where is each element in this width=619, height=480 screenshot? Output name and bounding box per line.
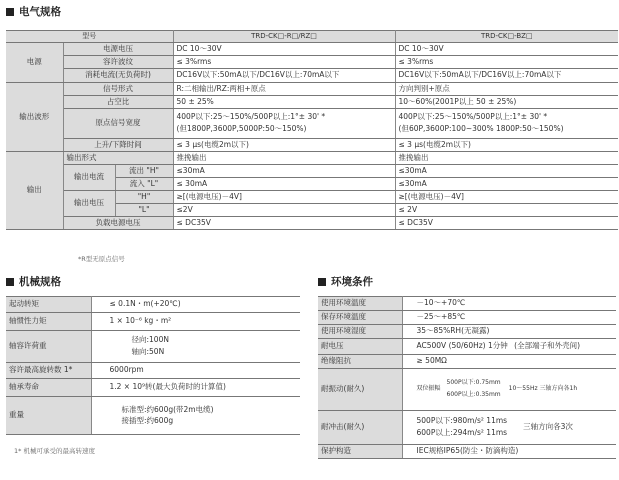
- row-value: IEC规格IP65(防尘・防滴构造): [402, 445, 616, 459]
- value-line: 标准型:约600g(带2m电缆): [121, 404, 214, 414]
- table-row: [6, 152, 618, 165]
- value-lead: 双位振幅: [416, 385, 441, 393]
- value-line: 轴向:50N: [131, 347, 165, 356]
- table-row: [6, 363, 300, 379]
- row-value: ≤30mA: [395, 178, 618, 191]
- table-row: [6, 109, 618, 139]
- table-row: [6, 217, 618, 230]
- row-value: DC16V以下:50mA以下/DC16V以上:70mA以下: [395, 69, 618, 83]
- value-line: (但60P,3600P:100~300% 1800P:50～150%): [398, 124, 564, 133]
- row-value: [402, 339, 616, 355]
- row-value: DC16V以下:50mA以下/DC16V以上:70mA以下: [173, 69, 395, 83]
- environment-section-title: [318, 274, 373, 289]
- row-value: DC 10～30V: [173, 43, 395, 56]
- square-bullet-icon: [6, 278, 14, 286]
- group-output: 输出: [6, 152, 63, 230]
- table-header-row: [6, 31, 618, 43]
- row-value: ≤30mA: [395, 165, 618, 178]
- value-line: 径向:100N: [131, 335, 169, 345]
- square-bullet-icon: [318, 278, 326, 286]
- header-col1: TRD-CK□-R□/RZ□: [173, 31, 395, 43]
- table-row: [6, 331, 300, 363]
- row-label: 绝缘阻抗: [318, 355, 402, 369]
- value-stack: [417, 417, 508, 437]
- row-sublabel: "L": [115, 204, 173, 217]
- table-row: [6, 379, 300, 397]
- row-value: ≤ 3 μs(电缆2m以下): [173, 139, 395, 152]
- row-label: 保存环境温度: [318, 311, 402, 325]
- row-label: 上升/下降时间: [63, 139, 173, 152]
- table-row: [6, 191, 618, 204]
- row-value: 推挽输出: [395, 152, 618, 165]
- row-label: 信号形式: [63, 83, 173, 96]
- row-value: [173, 109, 395, 139]
- row-sublabel: 流出 "H": [115, 165, 173, 178]
- row-value: 1.2 × 10⁹转(最大负荷时的计算值): [91, 379, 300, 397]
- group-power: 电源: [6, 43, 63, 83]
- mechanical-note: 1* 机械可承受的最高转速度: [14, 447, 95, 455]
- row-label: 输出电流: [63, 165, 115, 191]
- table-row: [318, 445, 616, 459]
- table-row: [6, 297, 300, 313]
- table-row: [318, 355, 616, 369]
- mechanical-title: 机械规格: [19, 276, 61, 288]
- row-label: 轴惯性力矩: [6, 313, 91, 331]
- table-row: [318, 311, 616, 325]
- shock-value: [417, 417, 614, 437]
- row-label: 耐冲击(耐久): [318, 411, 402, 445]
- value-line: 600P以上:0.35mm: [446, 391, 501, 398]
- row-value: ≥ 50MΩ: [402, 355, 616, 369]
- row-value: DC 10～30V: [395, 43, 618, 56]
- row-value: 35～85%RH(无凝露): [402, 325, 616, 339]
- electrical-title: 电气规格: [19, 6, 61, 18]
- row-value: ≤2V: [173, 204, 395, 217]
- row-label: 轴容许荷重: [6, 331, 91, 363]
- row-label: 占空比: [63, 96, 173, 109]
- row-value: ≥[(电源电压)－4V]: [173, 191, 395, 204]
- row-label: 输出电压: [63, 191, 115, 217]
- row-label: 轴承寿命: [6, 379, 91, 397]
- value-line: 600P以上:294m/s² 11ms: [416, 428, 508, 437]
- row-label: 使用环境湿度: [318, 325, 402, 339]
- row-label: 消耗电流(无负荷时): [63, 69, 173, 83]
- electrical-spec-table: [6, 30, 618, 230]
- environment-title: 环境条件: [331, 276, 373, 288]
- row-value: ≤ DC35V: [173, 217, 395, 230]
- value-extra: 10～55Hz 三轴方向各1h: [508, 385, 578, 393]
- value-stack: [447, 380, 501, 399]
- table-row: [6, 69, 618, 83]
- environment-spec-table: [318, 296, 616, 459]
- table-row: [318, 411, 616, 445]
- header-model: 型号: [6, 31, 173, 43]
- value-line: 400P以下:25～150%/500P以上:1°± 30' *: [398, 112, 548, 122]
- row-value: －10～+70℃: [402, 297, 616, 311]
- value-line: 400P以下:25～150%/500P以上:1°± 30' *: [176, 112, 326, 122]
- table-row: [6, 397, 300, 435]
- value-line: (但1800P,3600P,5000P:50～150%): [176, 124, 307, 133]
- row-value: ≤ DC35V: [395, 217, 618, 230]
- table-row: [318, 369, 616, 411]
- row-label: 负载电源电压: [63, 217, 173, 230]
- row-value: ≤ 0.1N・m(+20℃): [91, 297, 300, 313]
- table-row: [6, 165, 618, 178]
- row-label: 耐振动(耐久): [318, 369, 402, 411]
- row-value: 方向判别+原点: [395, 83, 618, 96]
- row-label: 起动转矩: [6, 297, 91, 313]
- value-main: AC500V (50/60Hz) 1分钟: [416, 341, 508, 351]
- row-label: 保护构造: [318, 445, 402, 459]
- table-row: [6, 56, 618, 69]
- header-col2: TRD-CK□-BZ□: [395, 31, 618, 43]
- row-sublabel: "H": [115, 191, 173, 204]
- value-extra: (全部端子和外壳间): [514, 341, 581, 351]
- electrical-section-title: [6, 4, 61, 19]
- mechanical-section-title: [6, 274, 61, 289]
- row-value: －25～+85℃: [402, 311, 616, 325]
- row-label: 容许波纹: [63, 56, 173, 69]
- table-row: [318, 325, 616, 339]
- table-row: [6, 83, 618, 96]
- row-value: 50 ± 25%: [173, 96, 395, 109]
- row-value: ≤ 30mA: [173, 178, 395, 191]
- row-label: 原点信号宽度: [63, 109, 173, 139]
- row-value: 10～60%(2001P以上 50 ± 25%): [395, 96, 618, 109]
- row-label: 输出形式: [63, 152, 173, 165]
- square-bullet-icon: [6, 8, 14, 16]
- row-value: 1 × 10⁻⁶ kg・m²: [91, 313, 300, 331]
- row-value: [395, 109, 618, 139]
- group-waveform: 输出波形: [6, 83, 63, 152]
- row-value: 6000rpm: [91, 363, 300, 379]
- row-value: ≤ 3%rms: [395, 56, 618, 69]
- table-row: [6, 313, 300, 331]
- table-row: [318, 297, 616, 311]
- row-value: R:二相输出/RZ:两相+原点: [173, 83, 395, 96]
- row-value: ≤ 2V: [395, 204, 618, 217]
- row-label: 使用环境温度: [318, 297, 402, 311]
- row-value: ≥[(电源电压)－4V]: [395, 191, 618, 204]
- row-value: 推挽输出: [173, 152, 395, 165]
- value-line: 500P以下:0.75mm: [446, 379, 501, 387]
- table-row: [6, 43, 618, 56]
- value-line: 500P以下:980m/s² 11ms: [416, 416, 508, 426]
- row-value: ≤ 3%rms: [173, 56, 395, 69]
- row-value: ≤ 3 μs(电缆2m以下): [395, 139, 618, 152]
- row-label: 耐电压: [318, 339, 402, 355]
- row-value: [402, 369, 616, 411]
- electrical-note: *R型无原点信号: [78, 255, 125, 263]
- value-line: 接插型:约600g: [121, 415, 174, 425]
- table-row: [6, 96, 618, 109]
- table-row: [6, 139, 618, 152]
- row-value: [91, 331, 300, 363]
- mechanical-spec-table: [6, 296, 300, 435]
- vibration-value: [417, 380, 614, 399]
- row-value: [402, 411, 616, 445]
- row-value: ≤30mA: [173, 165, 395, 178]
- table-row: [318, 339, 616, 355]
- value-extra: 三轴方向各3次: [523, 422, 573, 432]
- row-label: 电源电压: [63, 43, 173, 56]
- row-value: [91, 397, 300, 435]
- row-label: 容许最高旋转数 1*: [6, 363, 91, 379]
- row-sublabel: 流入 "L": [115, 178, 173, 191]
- row-label: 重量: [6, 397, 91, 435]
